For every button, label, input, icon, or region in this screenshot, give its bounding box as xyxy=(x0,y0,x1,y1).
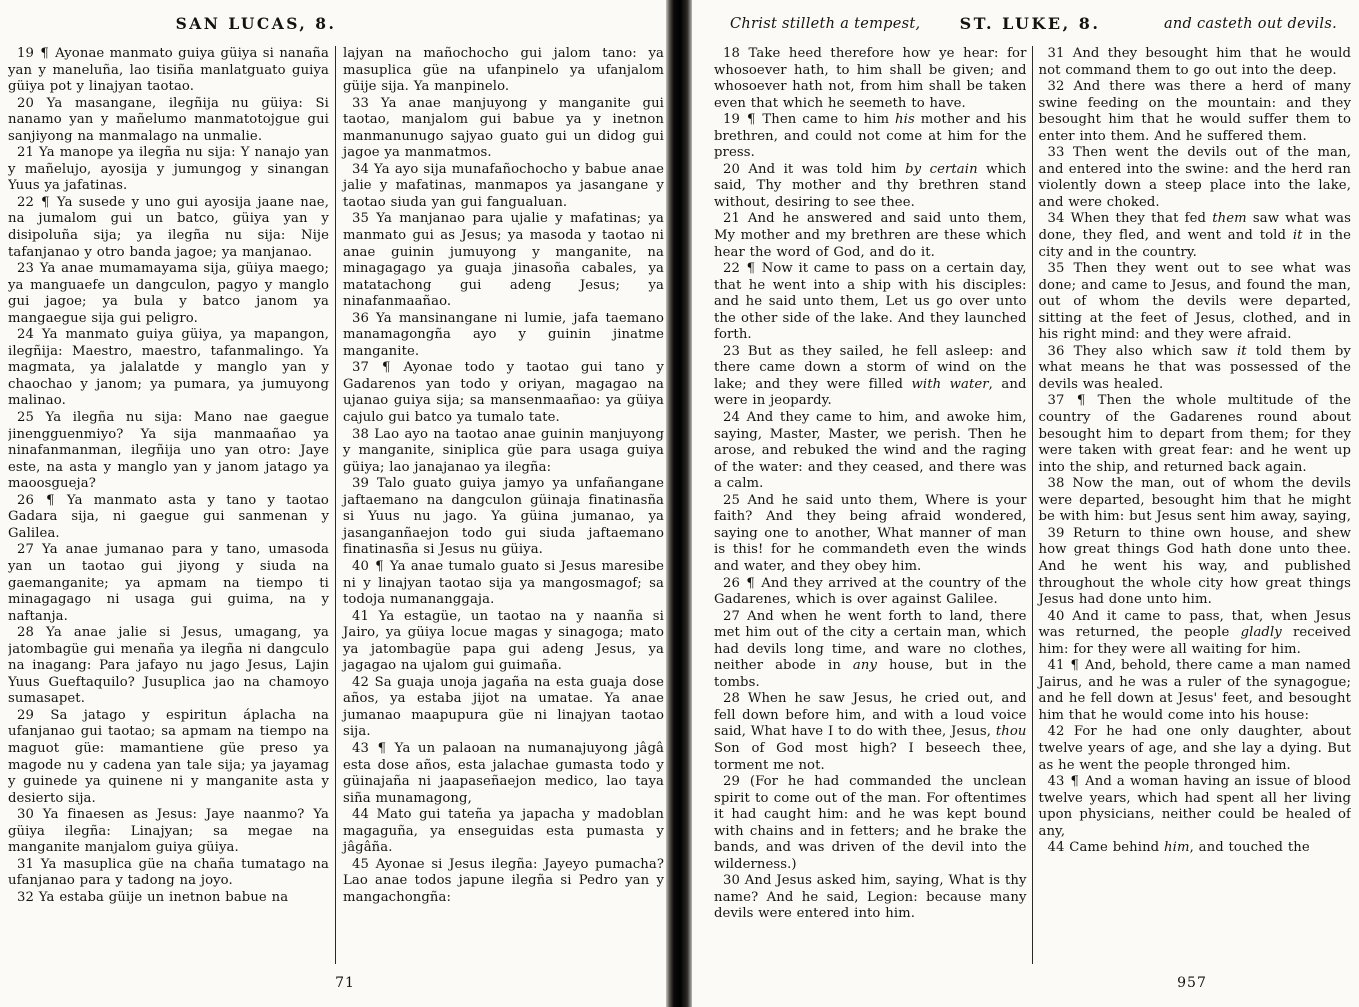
verse-number: 27 xyxy=(17,542,42,558)
verse: 42 Sa guaja unoja jagaña na esta guaja dose años, ya estaba jijot na umatae. Ya anae jumanao maapupura güe ni linajyan taotao sija. xyxy=(343,674,664,740)
verse-number: 44 xyxy=(352,807,377,823)
verse: 24 Ya manmato guiya güiya, ya mapangon, ilegñija: Maestro, maestro, tafanmalingo. Ya magmata, ya jalalatde y manglo yan y chaochao y janom; ya pumara, ya jumuyong malinao. xyxy=(8,327,329,409)
verse-number: 39 xyxy=(352,476,377,492)
verse-number: 18 xyxy=(723,46,749,61)
verse-continuation: lajyan na mañochocho gui jalom tano: ya masuplica güe na ufanpinelo ya ufanjalom güije sija. Ya manpinelo. xyxy=(343,46,664,95)
verse-number: 20 xyxy=(723,161,749,177)
verse-number: 38 xyxy=(352,426,375,442)
verse: 28 Ya anae jalie si Jesus, umagang, ya jatombagüe gui menaña ya ilegña ni dangculo na inagang: Para jafayo nu jago Jesus, Lajin Yuus Gueftaquilo? Jusuplica jao na chamoyo sumasapet. xyxy=(8,625,329,707)
left-page-columns xyxy=(8,46,664,964)
verse-number: 21 xyxy=(17,145,39,161)
left-col-2 xyxy=(335,46,664,964)
verse-number: 31 xyxy=(1047,46,1073,61)
left-page xyxy=(0,0,668,1007)
pilcrow-mark: ¶ xyxy=(1070,658,1084,674)
verse-number: 22 xyxy=(17,194,41,210)
verse: 35 Then they went out to see what was done; and came to Jesus, and found the man, out of whom the devils were departed, sitting at the feet of Jesus, clothed, and in his right mind: and they were afraid. xyxy=(1038,261,1351,343)
verse: 26 ¶ And they arrived at the country of the Gadarenes, which is over against Galilee. xyxy=(714,575,1027,608)
book-binding-shadow xyxy=(666,0,692,1007)
verse: 38 Now the man, out of whom the devils were departed, besought him that he might be with him: but Jesus sent him away, saying, xyxy=(1038,476,1351,525)
verse: 28 When he saw Jesus, he cried out, and fell down before him, and with a loud voice said, What have I to do with thee, Jesus, thou Son of God most high? I beseech thee, torment me not. xyxy=(714,691,1027,773)
verse-number: 20 xyxy=(17,95,47,111)
verse: 37 ¶ Ayonae todo y taotao gui tano y Gadarenos yan todo y oriyan, magagao na ujanao guiya sija; sa mansenmaañao: ya güiya cajulo gui batco ya tumalo tate. xyxy=(343,360,664,426)
verse: 24 And they came to him, and awoke him, saying, Master, Master, we perish. Then he arose, and rebuked the wind and the raging of the water: and they ceased, and there was a calm. xyxy=(714,410,1027,492)
verse-number: 26 xyxy=(17,492,46,508)
verse: 41 ¶ And, behold, there came a man named Jairus, and he was a ruler of the synagogue; and he fell down at Jesus' feet, and besought him that he would come into his house: xyxy=(1038,658,1351,723)
verse-number: 33 xyxy=(1047,145,1073,161)
verse: 43 ¶ And a woman having an issue of blood twelve years, which had spent all her living upon physicians, neither could be healed of any, xyxy=(1038,774,1351,839)
verse-number: 41 xyxy=(1047,658,1070,674)
verse-number: 28 xyxy=(17,625,47,641)
verse: 20 Ya masangane, ilegñija nu güiya: Si nanamo yan y mañelumo manmatotojgue gui sanjiyong na manmalago na unmalie. xyxy=(8,95,330,144)
verse: 25 Ya ilegña nu sija: Mano nae gaegue jinengguenmiyo? Ya sija manmaañao ya ninafanmanman, ilegñija uno yan otro: Jaye este, na asta y manglo yan y janom jatago ya maoosgueja? xyxy=(8,410,329,492)
verse: 23 But as they sailed, he fell asleep: and there came down a storm of wind on the lake; and they were filled with water, and were in jeopardy. xyxy=(714,343,1027,409)
verse: 19 ¶ Ayonae manmato guiya güiya si nanaña yan y maneluña, lao tisiña manlatguato guiya güiya pot y linajyan taotao. xyxy=(8,46,329,95)
verse: 20 And it was told him by certain which said, Thy mother and thy brethren stand without, desiring to see thee. xyxy=(714,161,1027,210)
right-page-headline-left: Christ stilleth a tempest, xyxy=(730,16,921,32)
verse: 32 And there was there a herd of many swine feeding on the mountain: and they besought him that he would suffer them to enter into them. And he suffered them. xyxy=(1038,79,1351,144)
verse-number: 40 xyxy=(1047,608,1073,624)
verse-number: 34 xyxy=(352,161,375,177)
verse-number: 38 xyxy=(1047,476,1073,492)
verse-number: 36 xyxy=(1047,343,1074,359)
verse: 30 And Jesus asked him, saying, What is thy name? And he said, Legion: because many devils were entered into him. xyxy=(714,873,1027,922)
verse: 22 ¶ Ya susede y uno gui ayosija jaane nae, na jumalom gui un batco, güiya yan y disipoluña sija; ya ilegña nu sija: Nije tafanjanao y otro banda jagoe; ya manjanao. xyxy=(8,194,329,260)
verse-number: 24 xyxy=(17,327,42,343)
right-page-running-head xyxy=(694,14,1359,38)
verse: 40 ¶ Ya anae tumalo guato si Jesus maresibe ni y linajyan taotao sija ya mangosmagof; sa todoja numananggaja. xyxy=(343,558,664,608)
verse: 33 Ya anae manjuyong y manganite gui taotao, manjalom gui babue ya y inetnon manmanunugo sajyao guato gui un didog gui jagoe ya manmatmos. xyxy=(343,95,664,161)
verse-number: 21 xyxy=(723,211,748,227)
pilcrow-mark: ¶ xyxy=(40,46,55,61)
verse-number: 37 xyxy=(1047,393,1076,409)
verse: 31 And they besought him that he would not command them to go out into the deep. xyxy=(1038,46,1351,78)
right-page-headline-right: and casteth out devils. xyxy=(1163,16,1337,32)
verse-number: 22 xyxy=(723,261,746,277)
pilcrow-mark: ¶ xyxy=(746,261,761,277)
pilcrow-mark: ¶ xyxy=(375,558,389,574)
verse-number: 26 xyxy=(723,575,746,591)
verse: 36 They also which saw it told them by what means he that was possessed of the devils was healed. xyxy=(1038,343,1351,392)
verse: 21 And he answered and said unto them, My mother and my brethren are these which hear the word of God, and do it. xyxy=(714,211,1027,260)
verse: 34 Ya ayo sija munafañochocho y babue anae jalie y mafatinas, manmapos ya jasangane y taotao siuda yan gui fangualuan. xyxy=(343,161,664,210)
verse: 23 Ya anae mumamayama sija, güiya maego; ya manguaefe un dangculon, pagyo y manglo gui jagoe; ya bula y batco janom ya mangaegue sija gui peligro. xyxy=(8,261,329,326)
verse: 25 And he said unto them, Where is your faith? And they being afraid wondered, saying one to another, What manner of man is this! for he commandeth even the winds and water, and they obey him. xyxy=(714,492,1027,574)
verse-number: 42 xyxy=(1047,724,1074,740)
verse: 27 Ya anae jumanao para y tano, umasoda yan un taotao gui jiyong y siuda na gaemanganite; ya apmam na tiempo ti minagagago ni usaga gui guima, na y naftanja. xyxy=(8,542,330,624)
verse: 31 Ya masuplica güe na chaña tumatago na ufanjanao para y tadong na joyo. xyxy=(8,856,329,889)
verse: 26 ¶ Ya manmato asta y tano y taotao Gadara sija, ni gaegue gui sanmenan y Galilea. xyxy=(8,492,329,541)
verse-number: 44 xyxy=(1047,840,1070,856)
verse-number: 37 xyxy=(352,360,381,376)
verse: 18 Take heed therefore how ye hear: for whosoever hath, to him shall be given; and whosoever hath not, from him shall be taken even that which he seemeth to have. xyxy=(714,46,1027,111)
verse-number: 24 xyxy=(723,410,747,426)
verse: 40 And it came to pass, that, when Jesus was returned, the people gladly received him: for they were all waiting for him. xyxy=(1038,608,1351,657)
verse-number: 40 xyxy=(352,558,375,574)
verse-number: 34 xyxy=(1047,211,1071,227)
pilcrow-mark: ¶ xyxy=(41,194,56,210)
verse: 35 Ya manjanao para ujalie y mafatinas; ya manmato gui as Jesus; ya masoda y taotao ni anae guinin jumuyong y manganite, na minagagago ya guaja jinasoña cabales, ya matatachong gui adeng Jesus; ya ninafanmaañao. xyxy=(343,211,664,310)
right-col-1 xyxy=(714,46,1032,964)
verse: 43 ¶ Ya un palaoan na numanajuyong jâgâ esta dose años, esta jalachae gumasta todo y güinajaña ni jaapaseñaejon medico, lao taya siña munamagong, xyxy=(343,740,664,806)
pilcrow-mark: ¶ xyxy=(381,360,403,376)
verse-number: 19 xyxy=(17,46,40,61)
verse: 37 ¶ Then the whole multitude of the country of the Gadarenes round about besought him to depart from them; for they were taken with great fear: and he went up into the ship, and returned back again. xyxy=(1038,393,1351,475)
right-page xyxy=(694,0,1359,1007)
verse-number: 25 xyxy=(723,492,748,508)
verse: 38 Lao ayo na taotao anae guinin manjuyong y manganite, siniplica güe para usaga guiya güiya; lao janajanao ya ilegña: xyxy=(343,426,664,475)
verse: 19 ¶ Then came to him his mother and his brethren, and could not come at him for the press. xyxy=(714,112,1027,161)
verse: 27 And when he went forth to land, there met him out of the city a certain man, which had devils long time, and ware no clothes, neither abode in any house, but in the tombs. xyxy=(714,608,1027,690)
right-page-number: 957 xyxy=(1177,975,1207,991)
verse-number: 31 xyxy=(17,856,41,872)
verse: 39 Return to thine own house, and shew how great things God hath done unto thee. And he went his way, and published throughout the whole city how great things Jesus had done unto him. xyxy=(1038,525,1351,608)
verse-number: 28 xyxy=(723,691,748,707)
verse: 44 Came behind him, and touched the xyxy=(1047,840,1310,856)
pilcrow-mark: ¶ xyxy=(1076,393,1097,409)
verse-number: 32 xyxy=(17,889,39,905)
verse: 34 When they that fed them saw what was done, they fled, and went and told it in the city and in the country. xyxy=(1038,211,1351,260)
verse-number: 19 xyxy=(723,112,746,128)
pilcrow-mark: ¶ xyxy=(1070,774,1085,790)
verse: 30 Ya finaesen as Jesus: Jaye naanmo? Ya güiya ilegña: Linajyan; sa megae na manganite manjalom guiya güiya. xyxy=(8,807,329,856)
verse: 21 Ya manope ya ilegña nu sija: Y nanajo yan y mañelujo, ayosija y jumungog y sinangan Yuus ya jafatinas. xyxy=(8,145,329,194)
left-page-running-head: SAN LUCAS, 8. xyxy=(175,14,337,33)
left-col-1 xyxy=(8,46,335,964)
verse-number: 43 xyxy=(352,740,377,756)
left-page-number: 71 xyxy=(335,975,355,991)
pilcrow-mark: ¶ xyxy=(377,740,394,756)
right-col-2 xyxy=(1032,46,1352,964)
verse-number: 36 xyxy=(352,310,377,326)
verse-number: 33 xyxy=(352,95,381,111)
verse: 44 Mato gui tateña ya japacha y madoblan magaguña, ya enseguidas esta pumasta y jâgâña. xyxy=(343,807,664,856)
verse: 33 Then went the devils out of the man, and entered into the swine: and the herd ran violently down a steep place into the lake, and were choked. xyxy=(1038,145,1351,210)
verse-number: 35 xyxy=(1047,261,1074,277)
verse-number: 39 xyxy=(1047,525,1073,541)
verse-number: 41 xyxy=(352,608,379,624)
verse: 29 Sa jatago y espiritun áplacha na ufanjanao gui taotao; sa apmam na tiempo na maguot güe: mamantiene güe preso ya magode nu y cadena yan tale sija; ya jayamag y guinede ya quinene ni y manganite asta y desierto sija. xyxy=(8,707,329,806)
verse-number: 25 xyxy=(17,410,46,426)
right-page-columns xyxy=(714,46,1351,964)
verse: 41 Ya estagüe, un taotao na y naanña si Jairo, ya güiya locue magas y sinagoga; mato ya jatombagüe papa gui adeng Jesus, ya jagagao na ujalom gui guimaña. xyxy=(343,608,664,674)
verse-number: 23 xyxy=(723,343,748,359)
pilcrow-mark: ¶ xyxy=(746,112,762,128)
verse-number: 29 xyxy=(723,774,750,790)
pilcrow-mark: ¶ xyxy=(746,575,761,591)
verse-number: 29 xyxy=(17,707,51,723)
verse-number: 35 xyxy=(352,211,377,227)
verse-number: 43 xyxy=(1047,774,1070,790)
right-page-title: ST. LUKE, 8. xyxy=(959,14,1101,33)
verse: 45 Ayonae si Jesus ilegña: Jayeyo pumacha? Lao anae todos japune ilegña si Pedro yan y mangachongña: xyxy=(343,856,664,905)
verse-number: 30 xyxy=(17,807,43,823)
verse: 32 Ya estaba güije un inetnon babue na xyxy=(17,889,289,905)
verse-number: 30 xyxy=(723,873,745,889)
verse-number: 23 xyxy=(17,261,40,277)
verse: 29 (For he had commanded the unclean spirit to come out of the man. For oftentimes it had caught him: and he was kept bound with chains and in fetters; and he brake the bands, and was driven of the devil into the wilderness.) xyxy=(714,774,1027,872)
verse: 42 For he had one only daughter, about twelve years of age, and she lay a dying. But as he went the people thronged him. xyxy=(1038,724,1351,773)
verse-number: 32 xyxy=(1047,79,1074,95)
verse-number: 45 xyxy=(352,856,376,872)
verse: 22 ¶ Now it came to pass on a certain day, that he went into a ship with his disciples: and he said unto them, Let us go over unto the other side of the lake. And they launched forth. xyxy=(714,261,1027,343)
verse-number: 42 xyxy=(352,674,375,690)
pilcrow-mark: ¶ xyxy=(46,492,66,508)
verse: 36 Ya mansinangane ni lumie, jafa taemano manamagongña ayo y guinin jinatme manganite. xyxy=(343,310,664,359)
verse-number: 27 xyxy=(723,608,748,624)
verse: 39 Talo guato guiya jamyo ya unfañangane jaftaemano na dangculon güinaja finatinasña si Yuus nu jago. Ya güina jumanao, ya jasanganñaejon todo gui siuda jaftaemano finatinasña si Jesus nu güiya. xyxy=(343,476,664,558)
